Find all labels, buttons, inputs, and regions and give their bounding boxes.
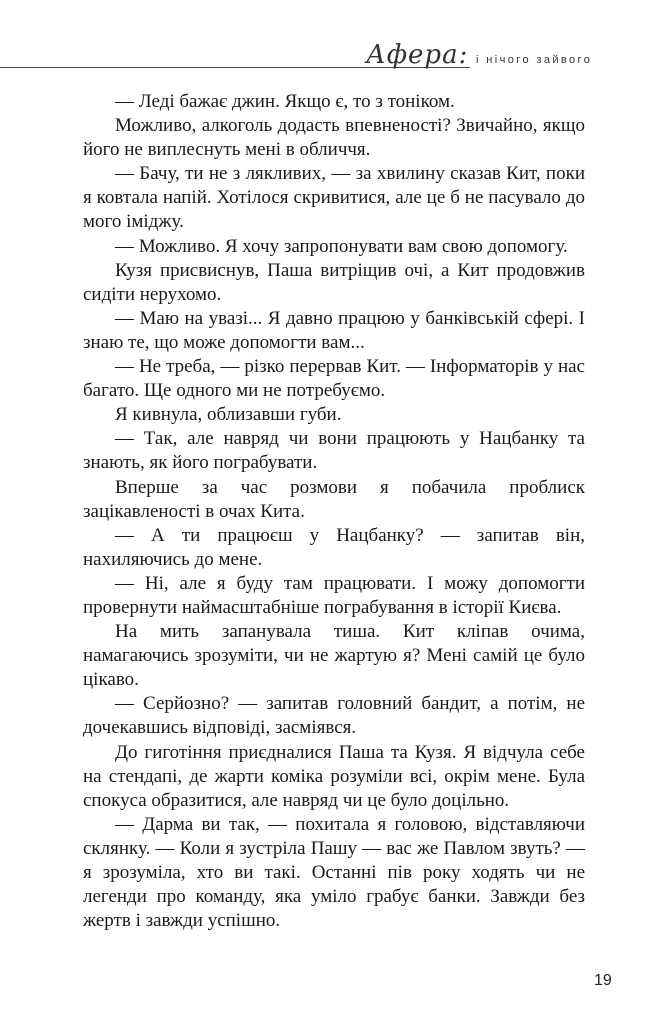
running-header <box>0 40 665 74</box>
paragraph: Я кивнула, облизавши губи. <box>115 404 342 426</box>
paragraph: — А ти працюєш у Нацбанку? — запитав він, нахиляючись до мене. <box>83 524 585 570</box>
book-tagline: і нічого зайвого <box>476 54 593 66</box>
book-logo: Афера: <box>366 40 469 70</box>
paragraph: До гиготіння приєдналися Паша та Кузя. Я відчула себе на стендапі, де жарти коміка розуміли всі, окрім мене. Була спокуса образитися, але навряд чи це було доцільно. <box>83 741 585 811</box>
paragraph: — Можливо. Я хочу запропонувати вам свою допомогу. <box>115 235 568 257</box>
paragraph: — Маю на увазі... Я давно працюю у банківській сфері. І знаю те, що може допомогти вам... <box>83 307 585 353</box>
paragraph: — Дарма ви так, — похитала я головою, відставляючи склянку. — Коли я зустріла Пашу — вас же Павлом звуть? — я зрозуміла, хто ви такі. Останні пів року ходять чи не легенди про команду, яка уміло грабує банки. Завжди без жертв і завжди успішно. <box>83 813 585 932</box>
paragraph: Вперше за час розмови я побачила проблиск зацікавленості в очах Кита. <box>83 476 585 522</box>
body-text <box>83 90 585 933</box>
paragraph: На мить запанувала тиша. Кит кліпав очима, намагаючись зрозуміти, чи не жартую я? Мені самій це було цікаво. <box>83 621 585 691</box>
paragraph: — Леді бажає джин. Якщо є, то з тоніком. <box>115 91 455 112</box>
page-number: 19 <box>594 972 612 989</box>
paragraph: — Не треба, — різко перервав Кит. — Інформаторів у нас багато. Ще одного ми не потребуємо. <box>83 356 585 402</box>
paragraph: — Серйозно? — запитав головний бандит, а потім, не дочекавшись відповіді, засміявся. <box>83 693 585 739</box>
paragraph: — Бачу, ти не з лякливих, — за хвилину сказав Кит, поки я ковтала напій. Хотілося скривитися, але це б не пасувало до мого іміджу. <box>83 163 585 233</box>
paragraph: — Ні, але я буду там працювати. І можу допомогти провернути наймасштабніше пограбування в історії Києва. <box>83 572 585 618</box>
paragraph: — Так, але навряд чи вони працюють у Нацбанку та знають, як його пограбувати. <box>83 428 585 474</box>
paragraph: Можливо, алкоголь додасть впевненості? Звичайно, якщо його не виплеснуть мені в обличчя. <box>83 115 585 161</box>
paragraph: Кузя присвиснув, Паша витріщив очі, а Кит продовжив сидіти нерухомо. <box>83 259 585 305</box>
